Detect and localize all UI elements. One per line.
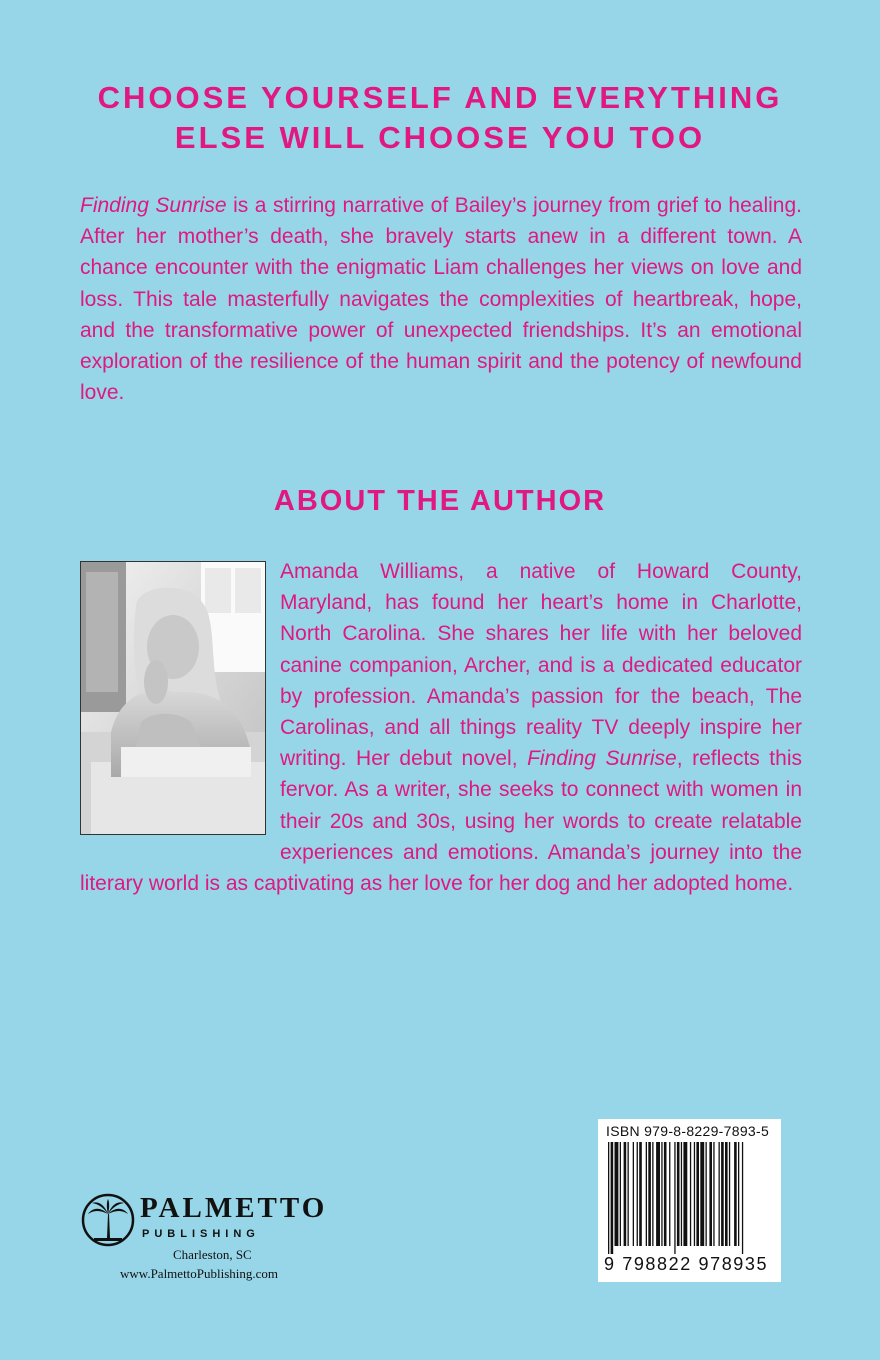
barcode-bar [664,1142,667,1246]
barcode-bar [706,1142,707,1246]
barcode-bar [690,1142,691,1246]
barcode-bar [661,1142,662,1246]
isbn-digits: 9 798822 978935 [604,1254,769,1274]
barcode-bar [674,1142,675,1254]
barcode-bar [734,1142,737,1246]
barcode-bar [615,1142,619,1246]
tagline-line-1: CHOOSE YOURSELF AND EVERYTHING [97,80,783,115]
barcode-bar [648,1142,651,1246]
tagline-line-2: ELSE WILL CHOOSE YOU TOO [174,120,706,155]
publisher-subtitle: PUBLISHING [142,1228,260,1240]
barcode-bar [725,1142,728,1246]
bio-text-1: Amanda Williams, a native of Howard County, Maryland, has found her heart’s home in Charlotte, North Carolina. She shares her life with her beloved canine companion, Archer, and is a dedicated educator by profession. Amanda’s passion for the beach, The Carolinas, and all things reality TV deeply inspire her writing. Her debut novel, [280,560,802,771]
barcode-bar [611,1142,614,1254]
barcode-bar [694,1142,695,1246]
author-photo-image [81,562,265,834]
barcode-bar [652,1142,653,1246]
barcode-bar [700,1142,704,1246]
barcode-bar [656,1142,660,1246]
barcode-bar [729,1142,730,1246]
publisher-city: Charleston, SC [173,1247,252,1262]
barcode-bars [604,1142,775,1254]
barcode-bar [624,1142,627,1246]
author-photo [80,561,266,835]
publisher-url: www.PalmettoPublishing.com [120,1266,279,1281]
barcode-bar [721,1142,724,1246]
about-author-heading: ABOUT THE AUTHOR [273,485,607,517]
barcode-bar [719,1142,720,1246]
barcode-bar [681,1142,682,1246]
barcode-bar [696,1142,699,1246]
barcode-bar [646,1142,647,1246]
bio-text-2: , reflects this fervor. As a writer, she seeks to connect with women in their 20s and 30s, using her words to create relatable experiences and emotions. Amanda’s journey into the literary world is as captivating as her love for her dog and her adopted home. [80,747,802,896]
publisher-logo [80,1192,380,1292]
tagline [40,78,840,158]
palm-tree-icon [80,1192,136,1248]
book-title: Finding Sunrise [80,194,227,217]
barcode-bar [669,1142,670,1246]
barcode-bar [677,1142,680,1246]
barcode-bar [683,1142,687,1246]
isbn-barcode [598,1119,781,1282]
barcode-bar [608,1142,609,1254]
publisher-name: PALMETTO [140,1192,328,1224]
barcode-bar [639,1142,642,1246]
barcode-bar [738,1142,739,1246]
barcode-bar [628,1142,629,1246]
isbn-label: ISBN 979-8-8229-7893-5 [606,1123,770,1139]
bio-book-title: Finding Sunrise [527,747,677,771]
barcode-bar [713,1142,714,1246]
barcode-bar [637,1142,638,1246]
barcode-bar [709,1142,712,1246]
barcode-bar [633,1142,634,1246]
barcode-bar [620,1142,621,1246]
barcode-bar [742,1142,743,1254]
blurb-text: is a stirring narrative of Bailey’s journey from grief to healing. After her mother’s death, she bravely starts anew in a different town. A chance encounter with the enigmatic Liam challenges her views on love and loss. This tale masterfully navigates the complexities of heartbreak, hope, and the transformative power of unexpected friendships. It’s an emotional exploration of the resilience of the human spirit and the potency of newfound love. [80,194,802,405]
book-blurb [80,190,802,408]
